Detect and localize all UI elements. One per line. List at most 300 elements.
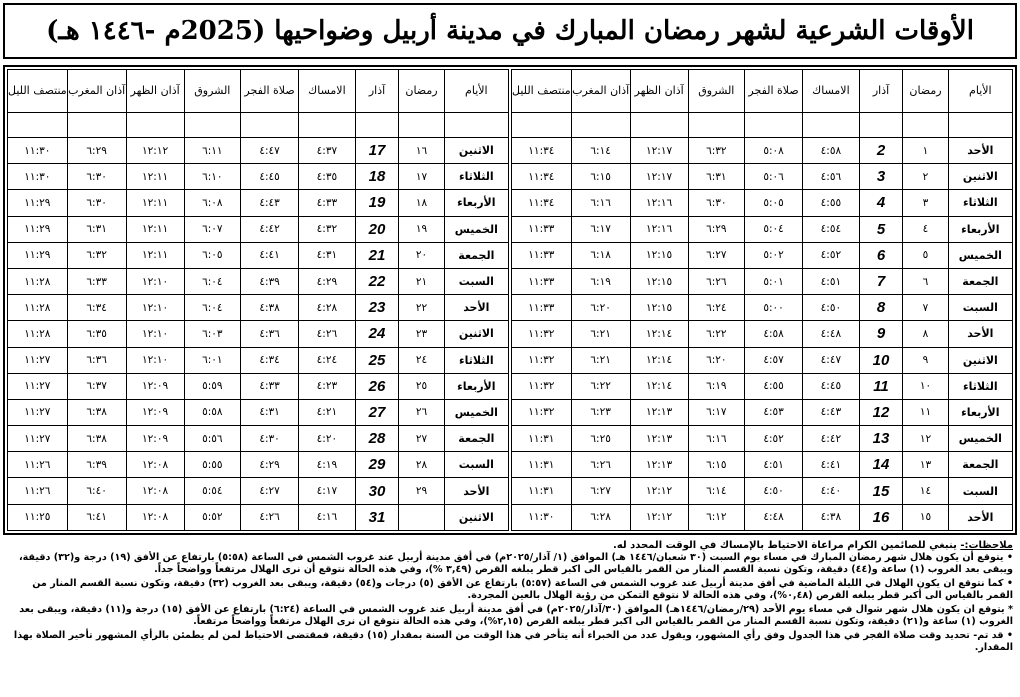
cell-imsak: ٤:٥٠	[803, 295, 860, 321]
cell-day: الأربعاء	[444, 373, 508, 399]
table-row	[512, 504, 1013, 530]
cell-day: السبت	[948, 478, 1012, 504]
cell-march: 7	[859, 268, 903, 294]
cell-day: السبت	[444, 452, 508, 478]
cell-dhuhr: ١٢:١٥	[630, 295, 688, 321]
cell-day: الثلاثاء	[948, 190, 1012, 216]
table-row	[512, 242, 1013, 268]
cell-fajr: ٤:٥٨	[745, 321, 803, 347]
table-row	[512, 164, 1013, 190]
cell-maghrib: ٦:٣٨	[67, 399, 126, 425]
title-box	[3, 3, 1017, 59]
cell-sunrise: ٥:٥٨	[184, 399, 240, 425]
cell-ramadan: ١٤	[903, 478, 948, 504]
cell-sunrise: ٦:٠٨	[184, 190, 240, 216]
cell-fajr: ٤:٥١	[745, 452, 803, 478]
table-row	[512, 399, 1013, 425]
table-row	[512, 373, 1013, 399]
header-imsak: الامساك	[803, 70, 860, 113]
table-row	[512, 452, 1013, 478]
cell-maghrib: ٦:٤٠	[67, 478, 126, 504]
cell-fajr: ٤:٣٣	[241, 373, 299, 399]
cell-day: الثلاثاء	[444, 347, 508, 373]
cell-sunrise: ٦:٠٣	[184, 321, 240, 347]
cell-march: 29	[355, 452, 399, 478]
cell-maghrib: ٦:٢٨	[571, 504, 630, 530]
cell-fajr: ٥:٠٦	[745, 164, 803, 190]
cell-march: 16	[859, 504, 903, 530]
cell-midnight: ١١:٢٧	[8, 399, 68, 425]
cell-midnight: ١١:٣٣	[512, 216, 572, 242]
cell-imsak: ٤:٥٨	[803, 138, 860, 164]
cell-march: 14	[859, 452, 903, 478]
cell-dhuhr: ١٢:١٢	[630, 478, 688, 504]
cell-midnight: ١١:٣٣	[512, 242, 572, 268]
cell-imsak: ٤:٤٢	[803, 426, 860, 452]
cell-ramadan: ٨	[903, 321, 948, 347]
cell-day: الثلاثاء	[948, 373, 1012, 399]
cell-ramadan: ١٦	[399, 138, 444, 164]
cell-ramadan: ٧	[903, 295, 948, 321]
cell-sunrise: ٥:٥٦	[184, 426, 240, 452]
header-imsak: الامساك	[299, 70, 356, 113]
cell-day: السبت	[948, 295, 1012, 321]
header-dhuhr: آذان الظهر	[126, 70, 184, 113]
cell-maghrib: ٦:٤١	[67, 504, 126, 530]
table-row	[512, 295, 1013, 321]
blank-cell	[444, 113, 508, 138]
blank-cell	[126, 113, 184, 138]
cell-maghrib: ٦:٣٠	[67, 164, 126, 190]
cell-imsak: ٤:٢٣	[299, 373, 356, 399]
cell-imsak: ٤:٥٤	[803, 216, 860, 242]
cell-midnight: ١١:٢٩	[8, 242, 68, 268]
cell-ramadan: ٢٠	[399, 242, 444, 268]
cell-fajr: ٤:٢٩	[241, 452, 299, 478]
cell-march: 30	[355, 478, 399, 504]
table-row	[512, 268, 1013, 294]
cell-imsak: ٤:٣٢	[299, 216, 356, 242]
cell-sunrise: ٦:٠٤	[184, 295, 240, 321]
table-row	[512, 216, 1013, 242]
cell-maghrib: ٦:١٧	[571, 216, 630, 242]
cell-midnight: ١١:٣٢	[512, 399, 572, 425]
cell-midnight: ١١:٣٢	[512, 347, 572, 373]
table-row	[8, 504, 509, 530]
header-maghrib: آذان المغرب	[67, 70, 126, 113]
notes-label: ملاحظات:-	[960, 539, 1013, 551]
cell-dhuhr: ١٢:١٣	[630, 426, 688, 452]
cell-ramadan: ٢٦	[399, 399, 444, 425]
cell-sunrise: ٦:١٤	[688, 478, 744, 504]
cell-day: الجمعة	[948, 452, 1012, 478]
cell-dhuhr: ١٢:١١	[126, 190, 184, 216]
cell-dhuhr: ١٢:٠٨	[126, 478, 184, 504]
cell-maghrib: ٦:١٤	[571, 138, 630, 164]
cell-fajr: ٥:٠٨	[745, 138, 803, 164]
cell-imsak: ٤:٣١	[299, 242, 356, 268]
cell-march: 18	[355, 164, 399, 190]
header-day: الأيام	[948, 70, 1012, 113]
blank-cell	[399, 113, 444, 138]
cell-ramadan: ٢٤	[399, 347, 444, 373]
cell-march: 9	[859, 321, 903, 347]
cell-imsak: ٤:٣٣	[299, 190, 356, 216]
cell-midnight: ١١:٣٣	[512, 295, 572, 321]
cell-midnight: ١١:٢٨	[8, 295, 68, 321]
cell-imsak: ٤:١٦	[299, 504, 356, 530]
cell-dhuhr: ١٢:١٣	[630, 452, 688, 478]
cell-march: 20	[355, 216, 399, 242]
table-header-row	[512, 70, 1013, 113]
cell-imsak: ٤:١٧	[299, 478, 356, 504]
blank-cell	[948, 113, 1012, 138]
table-row	[512, 426, 1013, 452]
table-row	[8, 216, 509, 242]
cell-midnight: ١١:٢٦	[8, 452, 68, 478]
cell-day: الجمعة	[444, 242, 508, 268]
cell-midnight: ١١:٣٠	[512, 504, 572, 530]
blank-cell	[8, 113, 68, 138]
cell-day: السبت	[444, 268, 508, 294]
header-sunrise: الشروق	[184, 70, 240, 113]
cell-ramadan: ٢٢	[399, 295, 444, 321]
header-dhuhr: آذان الظهر	[630, 70, 688, 113]
header-ramadan: رمضان	[903, 70, 948, 113]
cell-dhuhr: ١٢:١٥	[630, 242, 688, 268]
cell-fajr: ٥:٠٢	[745, 242, 803, 268]
cell-fajr: ٥:٠٥	[745, 190, 803, 216]
table-row	[8, 242, 509, 268]
cell-march: 3	[859, 164, 903, 190]
cell-midnight: ١١:٢٨	[8, 321, 68, 347]
cell-midnight: ١١:٢٧	[8, 373, 68, 399]
cell-day: الأحد	[948, 504, 1012, 530]
cell-midnight: ١١:٣٣	[512, 268, 572, 294]
cell-ramadan: ١٨	[399, 190, 444, 216]
cell-dhuhr: ١٢:١١	[126, 164, 184, 190]
cell-maghrib: ٦:٢٢	[571, 373, 630, 399]
cell-fajr: ٤:٢٧	[241, 478, 299, 504]
cell-ramadan: ٢٥	[399, 373, 444, 399]
note-item: * يتوقع ان يكون هلال شهر شوال في مساء يوم الأحد (٢٩/رمضان/١٤٤٦هـ) الموافق (٣٠/آذار/٢٠٢٥م) في أفق مدينة أربيل عند غروب الشمس في الساعة (٦:٢٤) بارتفاع عن الأفق (١٥) درجة و(١١) دقيقة، ويبقى بعد الغروب (١) ساعة و(٢١) دقيقة، وتكون نسبة القسم المنار من القمر بالقياس الى اكبر قطر يبلغه القرص (٢,١٥%)، وفي هذه الحالة نتوقع ان نرى الهلال مرتفعاً وواضحاً مرتفعاً.	[19, 603, 1013, 627]
cell-maghrib: ٦:٣٦	[67, 347, 126, 373]
notes-lead	[7, 540, 1013, 552]
cell-march: 6	[859, 242, 903, 268]
header-midnight: منتصف الليل	[512, 70, 572, 113]
cell-maghrib: ٦:٣٣	[67, 268, 126, 294]
cell-march: 19	[355, 190, 399, 216]
cell-sunrise: ٥:٥٤	[184, 478, 240, 504]
table-row	[512, 321, 1013, 347]
cell-day: الأحد	[444, 295, 508, 321]
cell-imsak: ٤:٤٠	[803, 478, 860, 504]
cell-march: 25	[355, 347, 399, 373]
cell-fajr: ٤:٤٨	[745, 504, 803, 530]
cell-imsak: ٤:٤٥	[803, 373, 860, 399]
blank-cell	[355, 113, 399, 138]
cell-dhuhr: ١٢:١١	[126, 242, 184, 268]
cell-fajr: ٤:٢٦	[241, 504, 299, 530]
cell-day: الجمعة	[948, 268, 1012, 294]
table-row	[8, 399, 509, 425]
cell-imsak: ٤:٥٥	[803, 190, 860, 216]
cell-maghrib: ٦:٣٩	[67, 452, 126, 478]
cell-ramadan: ١٠	[903, 373, 948, 399]
cell-imsak: ٤:٤١	[803, 452, 860, 478]
cell-march: 26	[355, 373, 399, 399]
cell-march: 11	[859, 373, 903, 399]
cell-day: الخميس	[444, 216, 508, 242]
table-row	[8, 373, 509, 399]
table-row	[8, 452, 509, 478]
cell-dhuhr: ١٢:١٤	[630, 347, 688, 373]
cell-dhuhr: ١٢:١٧	[630, 164, 688, 190]
cell-midnight: ١١:٣٠	[8, 164, 68, 190]
cell-dhuhr: ١٢:١٠	[126, 347, 184, 373]
cell-ramadan: ١١	[903, 399, 948, 425]
cell-fajr: ٤:٥٢	[745, 426, 803, 452]
cell-march: 24	[355, 321, 399, 347]
cell-march: 10	[859, 347, 903, 373]
cell-maghrib: ٦:٢٠	[571, 295, 630, 321]
cell-imsak: ٤:٢٠	[299, 426, 356, 452]
cell-dhuhr: ١٢:١٤	[630, 321, 688, 347]
cell-maghrib: ٦:١٥	[571, 164, 630, 190]
cell-fajr: ٤:٤٧	[241, 138, 299, 164]
cell-fajr: ٥:٠٠	[745, 295, 803, 321]
cell-midnight: ١١:٢٩	[8, 190, 68, 216]
cell-ramadan: ١٥	[903, 504, 948, 530]
cell-imsak: ٤:١٩	[299, 452, 356, 478]
cell-maghrib: ٦:٢١	[571, 321, 630, 347]
cell-sunrise: ٦:١٧	[688, 399, 744, 425]
cell-imsak: ٤:٢٦	[299, 321, 356, 347]
notes-lead-text: ينبغي للصائمين الكرام مراعاة الاحتياط بالإمساك في الوقت المحدد له.	[613, 539, 957, 551]
cell-dhuhr: ١٢:١٢	[126, 138, 184, 164]
blank-cell	[571, 113, 630, 138]
cell-day: الثلاثاء	[444, 164, 508, 190]
cell-midnight: ١١:٢٧	[8, 426, 68, 452]
cell-midnight: ١١:٣٠	[8, 138, 68, 164]
cell-dhuhr: ١٢:٠٨	[126, 452, 184, 478]
cell-ramadan: ١٩	[399, 216, 444, 242]
cell-day: الاثنين	[948, 164, 1012, 190]
cell-fajr: ٤:٥٥	[745, 373, 803, 399]
cell-imsak: ٤:٢١	[299, 399, 356, 425]
blank-cell	[745, 113, 803, 138]
cell-sunrise: ٦:٠٧	[184, 216, 240, 242]
cell-midnight: ١١:٣١	[512, 478, 572, 504]
cell-ramadan: ٥	[903, 242, 948, 268]
cell-dhuhr: ١٢:٠٩	[126, 373, 184, 399]
cell-imsak: ٤:٣٥	[299, 164, 356, 190]
cell-sunrise: ٦:١٢	[688, 504, 744, 530]
cell-day: الخميس	[948, 426, 1012, 452]
cell-imsak: ٤:٥٢	[803, 242, 860, 268]
cell-dhuhr: ١٢:١٧	[630, 138, 688, 164]
cell-maghrib: ٦:٢٣	[571, 399, 630, 425]
cell-maghrib: ٦:٣٢	[67, 242, 126, 268]
table-row	[8, 321, 509, 347]
cell-ramadan: ٢٨	[399, 452, 444, 478]
cell-day: الأحد	[948, 321, 1012, 347]
cell-sunrise: ٦:١٥	[688, 452, 744, 478]
cell-dhuhr: ١٢:١٠	[126, 321, 184, 347]
cell-ramadan: ٢٩	[399, 478, 444, 504]
cell-day: الجمعة	[444, 426, 508, 452]
cell-maghrib: ٦:٣٥	[67, 321, 126, 347]
cell-sunrise: ٦:٢٢	[688, 321, 744, 347]
cell-maghrib: ٦:٢٥	[571, 426, 630, 452]
cell-ramadan: ٢١	[399, 268, 444, 294]
cell-imsak: ٤:٢٩	[299, 268, 356, 294]
cell-sunrise: ٦:٢٩	[688, 216, 744, 242]
cell-sunrise: ٥:٥٩	[184, 373, 240, 399]
cell-dhuhr: ١٢:١٠	[126, 295, 184, 321]
cell-dhuhr: ١٢:١٦	[630, 216, 688, 242]
page-title: الأوقات الشرعية لشهر رمضان المبارك في مدينة أربيل وضواحيها (2025م -١٤٤٦ هـ)	[46, 16, 974, 46]
cell-dhuhr: ١٢:١٦	[630, 190, 688, 216]
header-midnight: منتصف الليل	[8, 70, 68, 113]
header-ramadan: رمضان	[399, 70, 444, 113]
cell-fajr: ٥:٠٤	[745, 216, 803, 242]
cell-fajr: ٤:٥٧	[745, 347, 803, 373]
cell-maghrib: ٦:١٨	[571, 242, 630, 268]
cell-day: الخميس	[948, 242, 1012, 268]
cell-march: 4	[859, 190, 903, 216]
cell-ramadan: ٣	[903, 190, 948, 216]
table-row	[8, 138, 509, 164]
cell-sunrise: ٦:٣٢	[688, 138, 744, 164]
cell-midnight: ١١:٣٤	[512, 138, 572, 164]
cell-fajr: ٤:٥٣	[745, 399, 803, 425]
blank-cell	[299, 113, 356, 138]
cell-midnight: ١١:٢٦	[8, 478, 68, 504]
cell-march: 15	[859, 478, 903, 504]
blank-cell	[67, 113, 126, 138]
cell-maghrib: ٦:٢٩	[67, 138, 126, 164]
cell-ramadan: ٢	[903, 164, 948, 190]
notes-section	[3, 540, 1017, 654]
schedule-table-first-half	[511, 69, 1013, 531]
table-header-row	[8, 70, 509, 113]
cell-midnight: ١١:٢٧	[8, 347, 68, 373]
table-row	[8, 164, 509, 190]
table-row	[512, 347, 1013, 373]
cell-march: 22	[355, 268, 399, 294]
cell-sunrise: ٦:١٦	[688, 426, 744, 452]
note-item: • قد تم- تحديد وقت صلاة الفجر في هذا الجدول وفق رأي المشهور، ويقول عدد من الخبراء أنه يتأخر في هذا الوقت من السنة بمقدار (١٥) دقيقة، فمقتضى الاحتياط لمن لم يطمئن بالرأي المشهور تأخير الصلاة بهذا المقدار.	[13, 629, 1013, 653]
cell-imsak: ٤:٥١	[803, 268, 860, 294]
cell-midnight: ١١:٣٢	[512, 321, 572, 347]
cell-sunrise: ٦:٣٠	[688, 190, 744, 216]
cell-dhuhr: ١٢:١٤	[630, 373, 688, 399]
cell-midnight: ١١:٣١	[512, 426, 572, 452]
cell-day: الاثنين	[948, 347, 1012, 373]
table-row	[8, 268, 509, 294]
cell-imsak: ٤:٤٧	[803, 347, 860, 373]
cell-march: 2	[859, 138, 903, 164]
blank-cell	[903, 113, 948, 138]
cell-march: 28	[355, 426, 399, 452]
cell-maghrib: ٦:٣٧	[67, 373, 126, 399]
cell-march: 8	[859, 295, 903, 321]
cell-sunrise: ٦:٠٤	[184, 268, 240, 294]
table-row	[512, 138, 1013, 164]
cell-dhuhr: ١٢:١٥	[630, 268, 688, 294]
blank-cell	[184, 113, 240, 138]
schedule-table-second-half	[7, 69, 509, 531]
cell-dhuhr: ١٢:١٠	[126, 268, 184, 294]
cell-midnight: ١١:٣٤	[512, 164, 572, 190]
blank-cell	[803, 113, 860, 138]
cell-march: 21	[355, 242, 399, 268]
cell-dhuhr: ١٢:٠٩	[126, 399, 184, 425]
cell-sunrise: ٦:٠١	[184, 347, 240, 373]
cell-midnight: ١١:٢٩	[8, 216, 68, 242]
note-item: • كما نتوقع ان يكون الهلال في الليلة الماضية في أفق مدينة أربيل عند غروب الشمس في الساعة (٥:٥٧) بارتفاع عن الأفق (٥) درجات و(٥٤) دقيقة، ويبقى بعد الغروب (٣٢) دقيقة، وتكون نسبة القسم المنار من القمر بالقياس الى أكبر قطر يبلغه القرص (٠,٤٨%)، وفي هذه الحالة لا نتوقع التمكن من رؤية الهلال بالعين المجردة.	[32, 577, 1013, 601]
cell-maghrib: ٦:٣٠	[67, 190, 126, 216]
cell-fajr: ٤:٣٩	[241, 268, 299, 294]
blank-cell	[512, 113, 572, 138]
blank-cell	[688, 113, 744, 138]
cell-day: الأحد	[444, 478, 508, 504]
cell-dhuhr: ١٢:١١	[126, 216, 184, 242]
cell-march: 17	[355, 138, 399, 164]
table-row	[8, 190, 509, 216]
cell-imsak: ٤:٣٨	[803, 504, 860, 530]
cell-maghrib: ٦:١٩	[571, 268, 630, 294]
cell-fajr: ٤:٤٢	[241, 216, 299, 242]
cell-march: 31	[355, 504, 399, 530]
cell-midnight: ١١:٣١	[512, 452, 572, 478]
cell-sunrise: ٦:٢٠	[688, 347, 744, 373]
blank-row	[8, 113, 509, 138]
cell-imsak: ٤:٤٨	[803, 321, 860, 347]
header-day: الأيام	[444, 70, 508, 113]
cell-day: الأحد	[948, 138, 1012, 164]
cell-maghrib: ٦:١٦	[571, 190, 630, 216]
cell-ramadan: ١٢	[903, 426, 948, 452]
header-fajr: صلاة الفجر	[745, 70, 803, 113]
cell-fajr: ٤:٣٠	[241, 426, 299, 452]
cell-sunrise: ٦:٢٦	[688, 268, 744, 294]
cell-midnight: ١١:٢٥	[8, 504, 68, 530]
cell-ramadan: ١٣	[903, 452, 948, 478]
cell-fajr: ٤:٣٦	[241, 321, 299, 347]
cell-sunrise: ٥:٥٢	[184, 504, 240, 530]
cell-maghrib: ٦:٣١	[67, 216, 126, 242]
cell-fajr: ٤:٥٠	[745, 478, 803, 504]
blank-cell	[241, 113, 299, 138]
cell-march: 23	[355, 295, 399, 321]
cell-maghrib: ٦:٢٧	[571, 478, 630, 504]
tables-wrapper	[3, 65, 1017, 535]
cell-sunrise: ٦:٠٥	[184, 242, 240, 268]
cell-ramadan: ١٧	[399, 164, 444, 190]
cell-day: الأربعاء	[948, 399, 1012, 425]
cell-ramadan: ٩	[903, 347, 948, 373]
header-fajr: صلاة الفجر	[241, 70, 299, 113]
cell-maghrib: ٦:٣٤	[67, 295, 126, 321]
blank-row	[512, 113, 1013, 138]
cell-day: الاثنين	[444, 138, 508, 164]
cell-sunrise: ٦:٢٧	[688, 242, 744, 268]
cell-maghrib: ٦:٢٦	[571, 452, 630, 478]
cell-ramadan	[399, 504, 444, 530]
blank-cell	[859, 113, 903, 138]
